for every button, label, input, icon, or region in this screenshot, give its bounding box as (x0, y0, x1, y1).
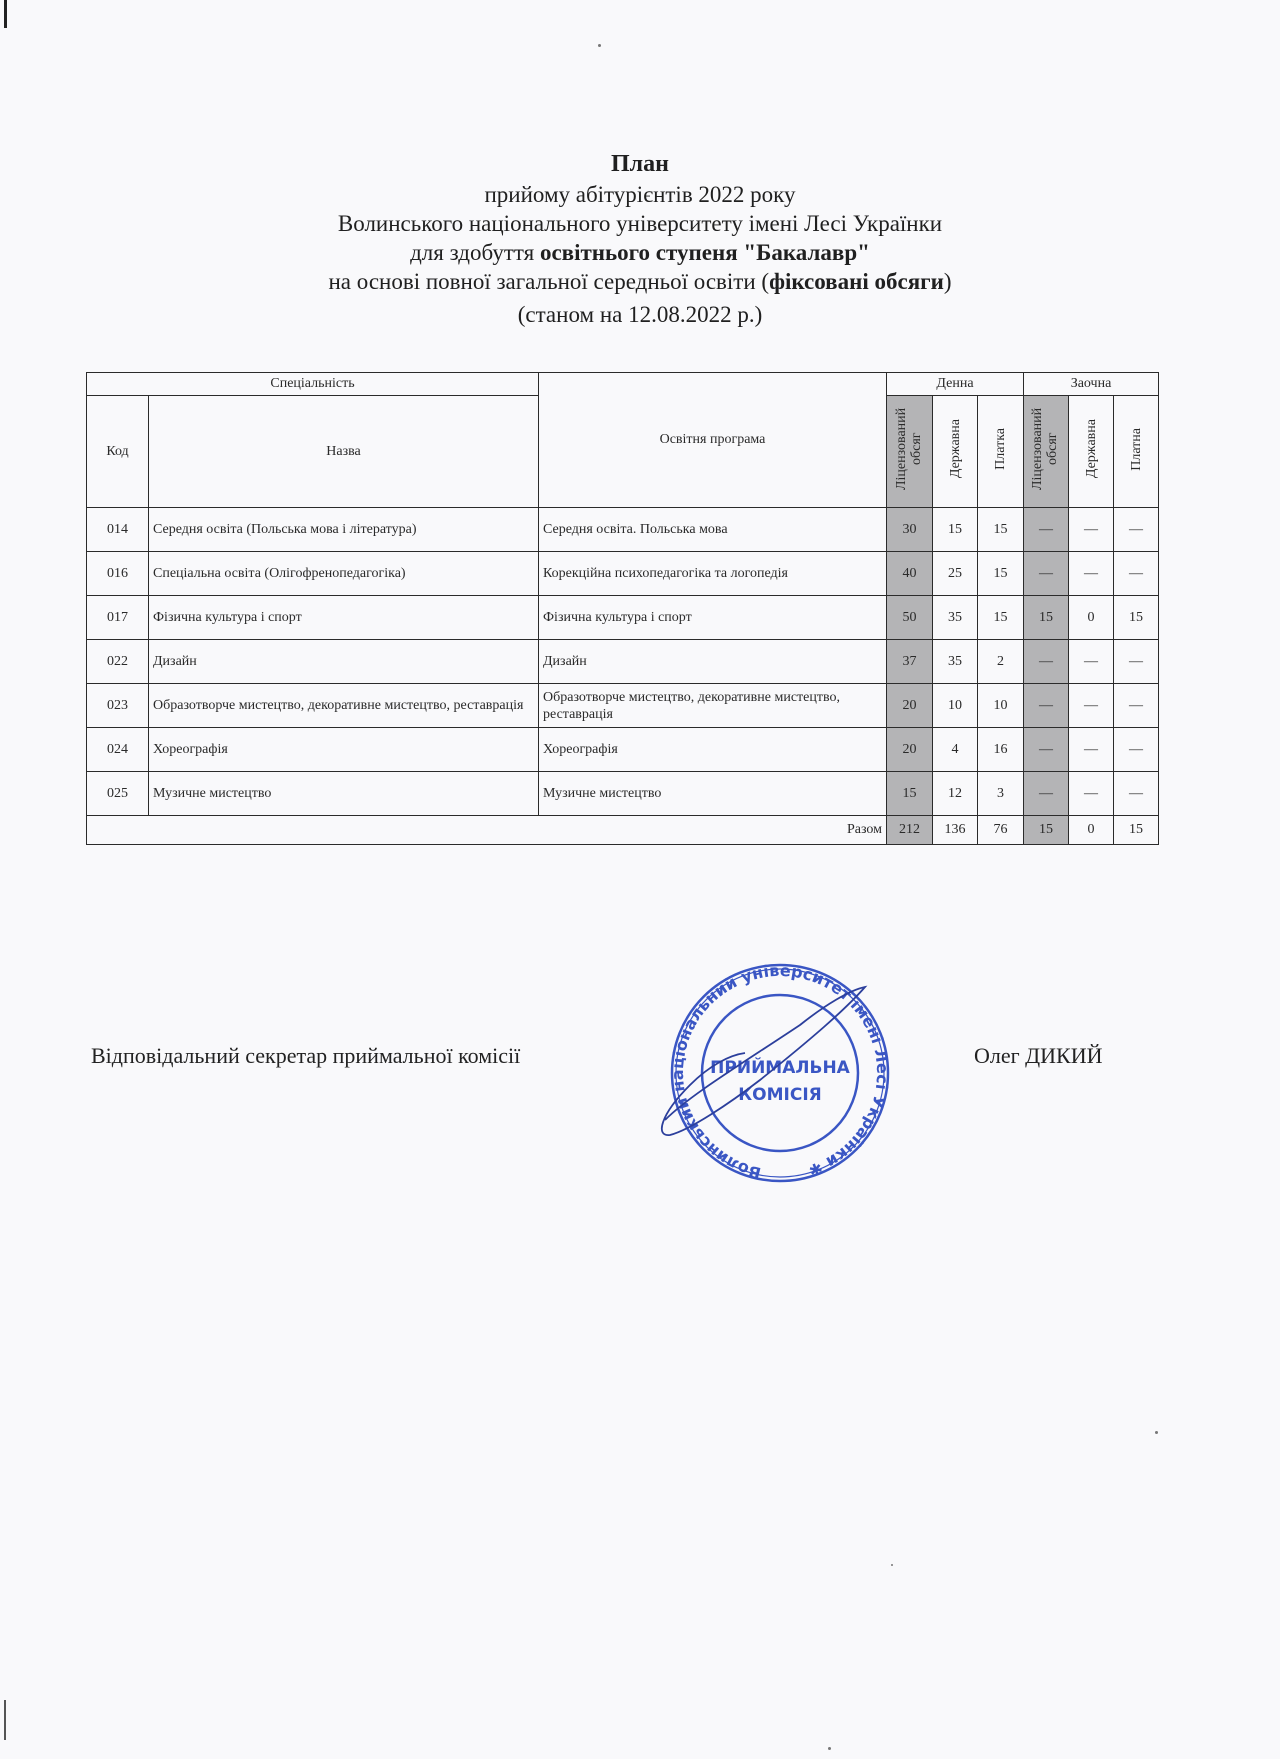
full-time-licensed: 40 (887, 552, 933, 596)
part-time-licensed-label: Ліцензований обсяг (1030, 407, 1060, 491)
part-time-state: 0 (1069, 596, 1114, 640)
full-time-paid: 15 (978, 508, 1024, 552)
full-time-state: 25 (933, 552, 978, 596)
signatory-position: Відповідальний секретар приймальної комісії (91, 1043, 521, 1068)
stamp-center-line-1: ПРИЙМАЛЬНА (710, 1058, 850, 1078)
part-time-licensed: — (1024, 552, 1069, 596)
specialty-code: 024 (87, 728, 149, 772)
stamp-outer-text: Волинський національний університет імені Лесі Українки ✱ (667, 960, 893, 1183)
part-time-paid-label: Платна (1128, 427, 1144, 471)
part-time-licensed-header (1024, 396, 1069, 508)
total-label: Разом (87, 816, 887, 845)
part-time-state: — (1069, 508, 1114, 552)
total-part-state: 0 (1069, 816, 1114, 845)
total-row (87, 816, 1159, 845)
header-line-3 (0, 238, 1280, 267)
specialty-name: Образотворче мистецтво, декоративне мистецтво, реставрація (149, 684, 539, 728)
scan-edge-mark (4, 0, 7, 28)
table-row (87, 728, 1159, 772)
part-time-state: — (1069, 684, 1114, 728)
part-time-paid: — (1114, 640, 1159, 684)
specialty-code: 022 (87, 640, 149, 684)
part-time-state-label: Державна (1083, 419, 1099, 479)
total-full-licensed: 212 (887, 816, 933, 845)
full-time-licensed: 15 (887, 772, 933, 816)
part-time-licensed: — (1024, 684, 1069, 728)
full-time-paid: 3 (978, 772, 1024, 816)
document-header (0, 148, 1280, 329)
part-time-licensed: — (1024, 728, 1069, 772)
scan-speck (828, 1747, 831, 1750)
code-header: Код (87, 396, 149, 508)
total-full-state: 136 (933, 816, 978, 845)
header-line-4-prefix: на основі повної загальної середньої освіти ( (328, 269, 770, 294)
part-time-header: Заочна (1024, 373, 1159, 396)
table-row (87, 772, 1159, 816)
full-time-state: 4 (933, 728, 978, 772)
full-time-paid: 10 (978, 684, 1024, 728)
specialty-header: Спеціальність (87, 373, 539, 396)
signatory-name: Олег ДИКИЙ (974, 1043, 1103, 1068)
specialty-name: Музичне мистецтво (149, 772, 539, 816)
admission-plan-table (86, 372, 1159, 845)
part-time-licensed: — (1024, 508, 1069, 552)
total-part-licensed: 15 (1024, 816, 1069, 845)
header-line-3-prefix: для здобуття (410, 240, 540, 265)
specialty-code: 014 (87, 508, 149, 552)
part-time-state: — (1069, 640, 1114, 684)
full-time-licensed: 50 (887, 596, 933, 640)
scan-speck (598, 44, 601, 47)
full-time-licensed-label: Ліцензований обсяг (893, 407, 924, 491)
full-time-paid-label: Платка (993, 428, 1008, 470)
full-time-licensed: 20 (887, 684, 933, 728)
total-part-paid: 15 (1114, 816, 1159, 845)
full-time-state: 15 (933, 508, 978, 552)
part-time-state: — (1069, 728, 1114, 772)
full-time-paid: 15 (978, 552, 1024, 596)
total-full-paid: 76 (978, 816, 1024, 845)
full-time-state: 12 (933, 772, 978, 816)
full-time-state: 10 (933, 684, 978, 728)
program-name: Фізична культура і спорт (539, 596, 887, 640)
part-time-state: — (1069, 552, 1114, 596)
scan-edge-mark (4, 1700, 6, 1740)
document-title: План (611, 151, 669, 177)
program-header: Освітня програма (539, 373, 887, 508)
table-row (87, 640, 1159, 684)
table-row (87, 552, 1159, 596)
specialty-code: 025 (87, 772, 149, 816)
volume-type: фіксовані обсяги (769, 269, 944, 294)
header-row-groups (87, 373, 1159, 396)
full-time-licensed: 37 (887, 640, 933, 684)
table-row (87, 596, 1159, 640)
full-time-state-label: Державна (947, 419, 963, 479)
full-time-licensed: 20 (887, 728, 933, 772)
part-time-state-header (1069, 396, 1114, 508)
header-line-2: Волинського національного університету імені Лесі Українки (337, 211, 943, 236)
part-time-paid: — (1114, 772, 1159, 816)
full-time-paid: 15 (978, 596, 1024, 640)
part-time-licensed: — (1024, 772, 1069, 816)
header-line-1: прийому абітурієнтів 2022 року (484, 182, 796, 207)
full-time-paid: 16 (978, 728, 1024, 772)
as-of-date: (станом на 12.08.2022 р.) (517, 302, 763, 327)
scan-speck (891, 1564, 893, 1566)
name-header: Назва (149, 396, 539, 508)
specialty-code: 023 (87, 684, 149, 728)
scan-speck (1155, 1431, 1158, 1434)
stamp-center-line-2: КОМІСІЯ (738, 1085, 822, 1105)
table-row (87, 508, 1159, 552)
part-time-paid-header (1114, 396, 1159, 508)
full-time-licensed: 30 (887, 508, 933, 552)
full-time-licensed-header (887, 396, 933, 508)
specialty-name: Середня освіта (Польська мова і література) (149, 508, 539, 552)
part-time-paid: — (1114, 552, 1159, 596)
program-name: Корекційна психопедагогіка та логопедія (539, 552, 887, 596)
header-line-4-suffix: ) (943, 269, 952, 294)
program-name: Музичне мистецтво (539, 772, 887, 816)
program-name: Образотворче мистецтво, декоративне мистецтво, реставрація (539, 684, 887, 728)
part-time-state: — (1069, 772, 1114, 816)
part-time-paid: — (1114, 508, 1159, 552)
part-time-licensed: — (1024, 640, 1069, 684)
table-row (87, 684, 1159, 728)
part-time-licensed: 15 (1024, 596, 1069, 640)
degree-name: освітнього ступеня "Бакалавр" (539, 240, 870, 265)
specialty-name: Фізична культура і спорт (149, 596, 539, 640)
full-time-header: Денна (887, 373, 1024, 396)
program-name: Середня освіта. Польська мова (539, 508, 887, 552)
full-time-state: 35 (933, 640, 978, 684)
specialty-name: Спеціальна освіта (Олігофренопедагогіка) (149, 552, 539, 596)
full-time-state-header (933, 396, 978, 508)
part-time-paid: — (1114, 728, 1159, 772)
full-time-paid-header (978, 396, 1024, 508)
specialty-code: 016 (87, 552, 149, 596)
full-time-state: 35 (933, 596, 978, 640)
full-time-paid: 2 (978, 640, 1024, 684)
program-name: Хореографія (539, 728, 887, 772)
part-time-paid: 15 (1114, 596, 1159, 640)
admissions-committee-stamp (650, 945, 910, 1185)
header-line-4 (0, 267, 1280, 296)
part-time-paid: — (1114, 684, 1159, 728)
specialty-name: Хореографія (149, 728, 539, 772)
specialty-code: 017 (87, 596, 149, 640)
specialty-name: Дизайн (149, 640, 539, 684)
program-name: Дизайн (539, 640, 887, 684)
